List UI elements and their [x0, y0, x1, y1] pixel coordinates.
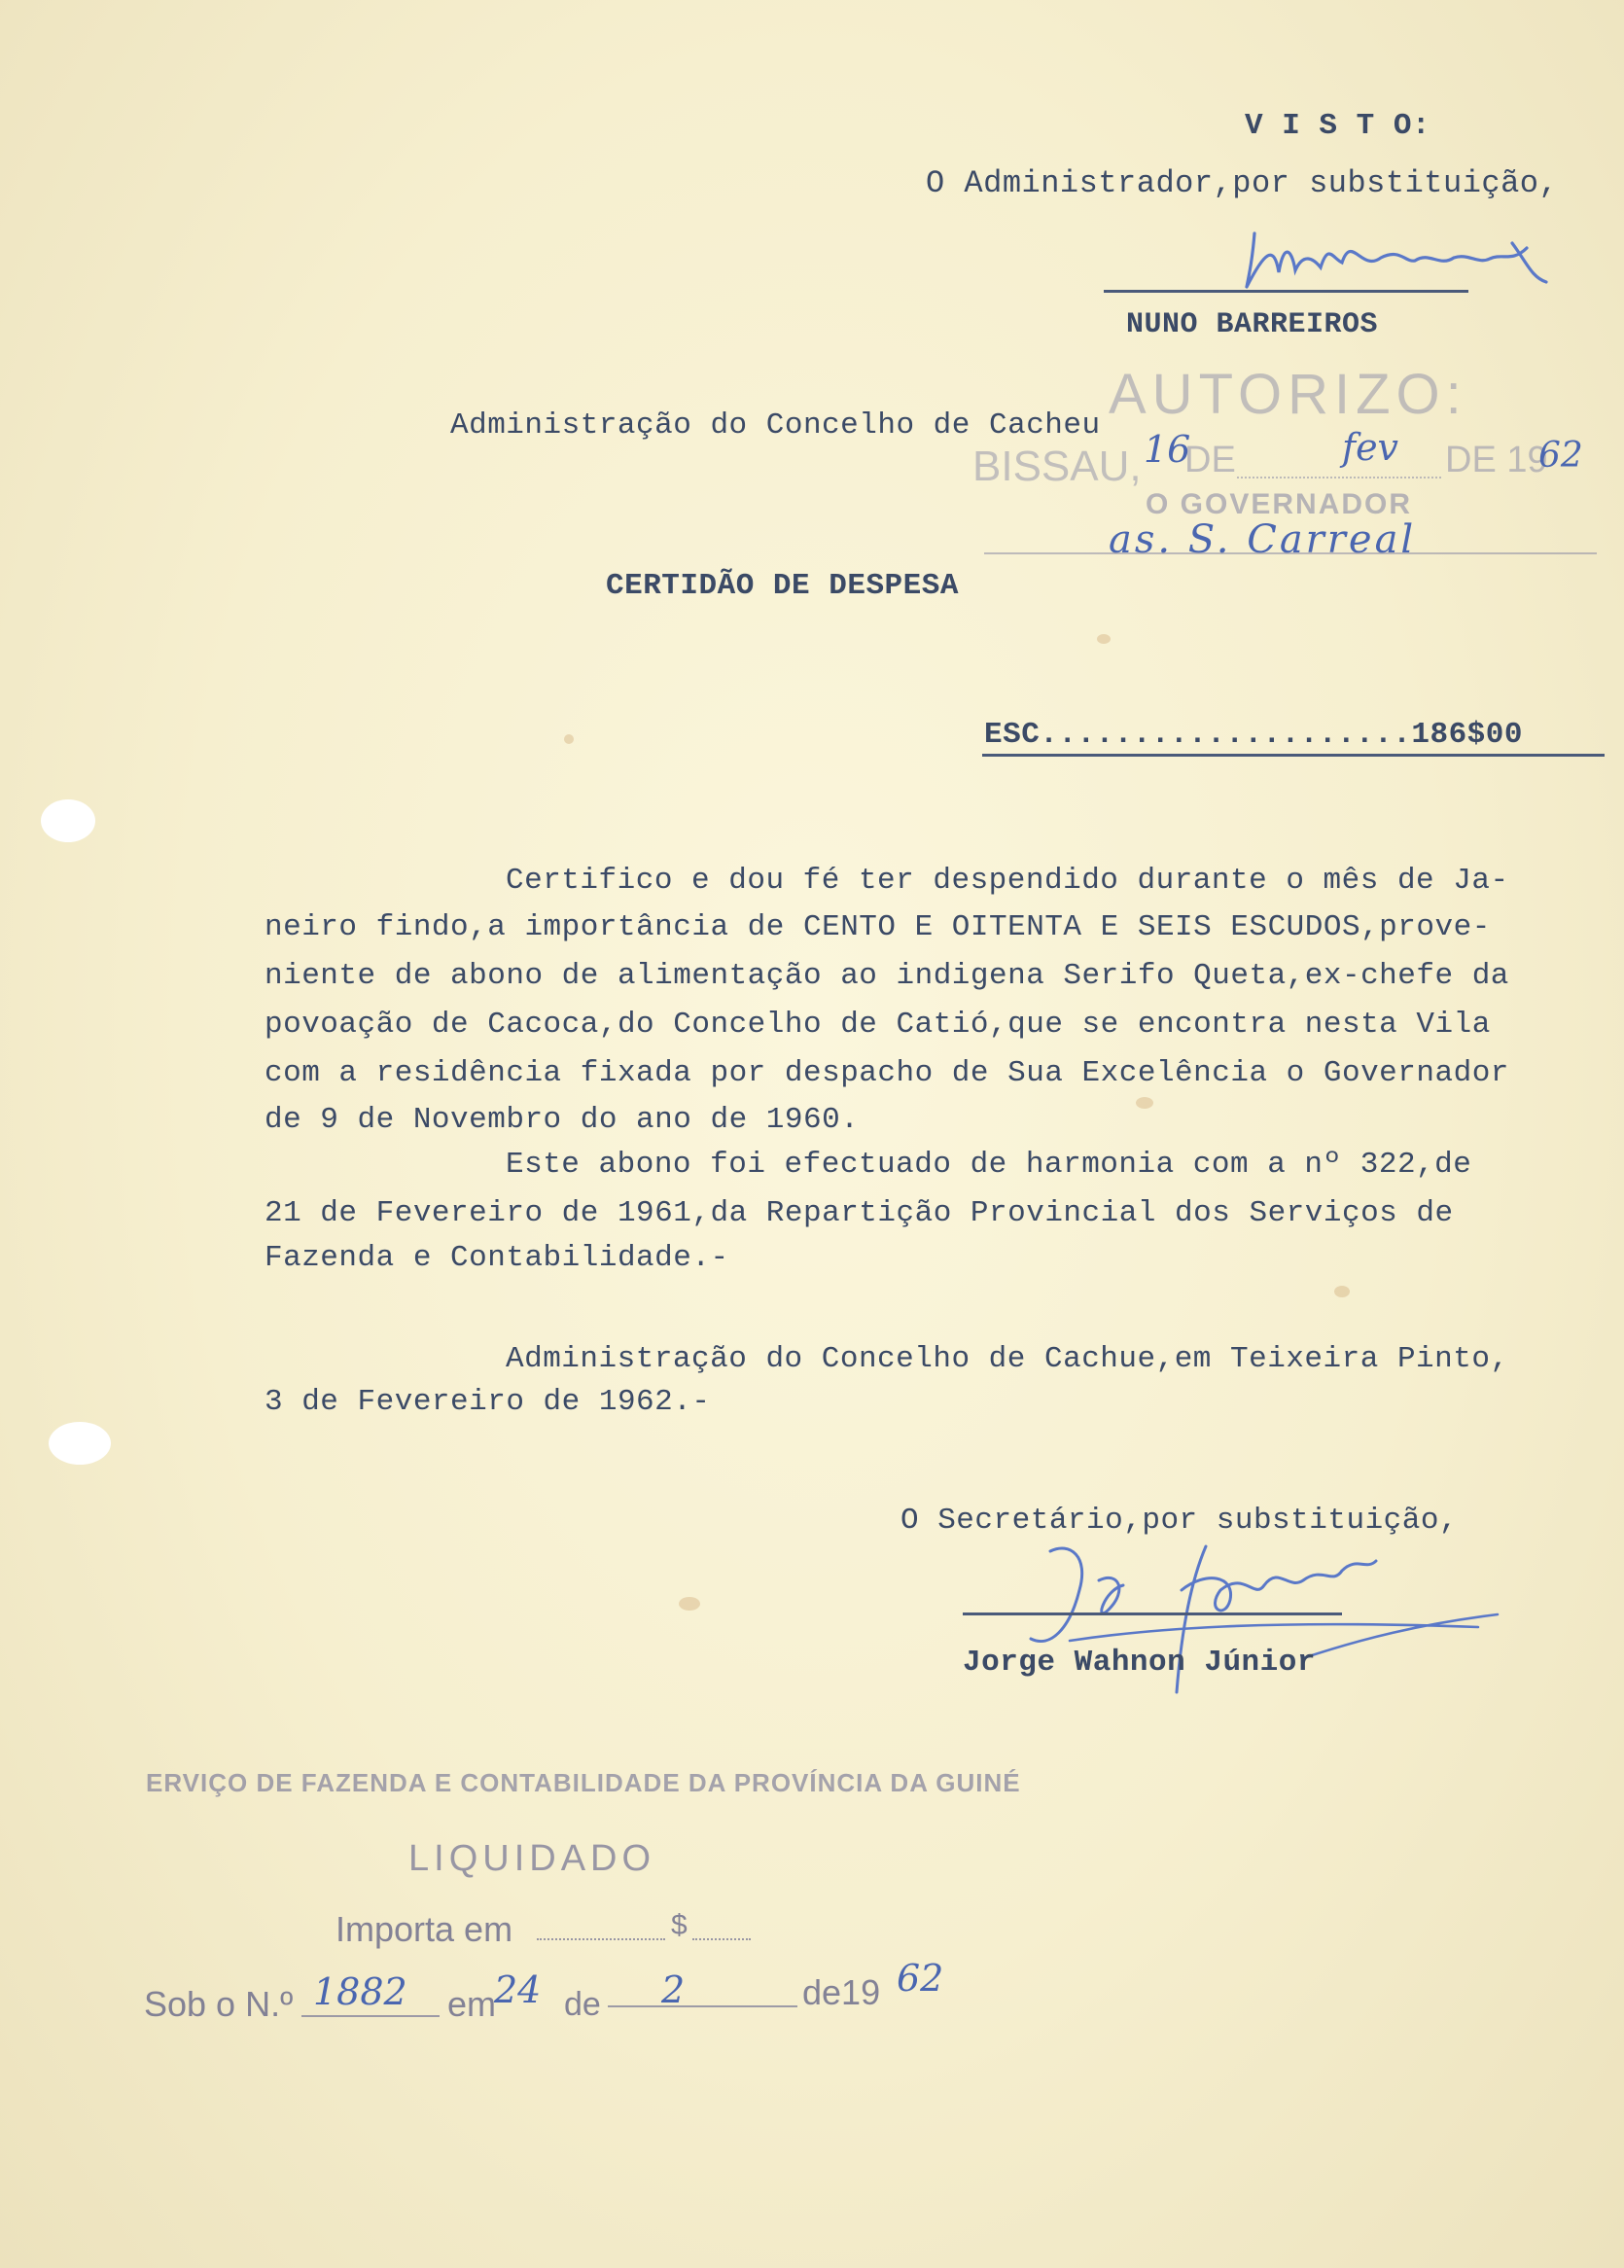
punch-hole-bottom [49, 1422, 111, 1465]
body-line-9: Fazenda e Contabilidade.- [265, 1241, 729, 1275]
body-line-3: niente de abono de alimentação ao indigena Serifo Queta,ex-chefe da [265, 959, 1509, 993]
autorizo-stamp-de1: DE [1184, 440, 1236, 480]
de-label: de [564, 1986, 601, 2023]
liquidado-stamp-title: LIQUIDADO [408, 1838, 656, 1879]
autorizo-handwritten-day: 16 [1144, 428, 1191, 471]
stain-spot [1097, 634, 1111, 644]
sob-number-line [301, 2015, 440, 2017]
autorizo-stamp-authority: O GOVERNADOR [1146, 488, 1413, 520]
liquidado-month: 2 [661, 1968, 686, 2011]
liquidado-number: 1882 [313, 1970, 407, 2013]
body-line-1: Certifico e dou fé ter despendido durante o mês de Ja- [506, 864, 1509, 898]
visto-heading: V I S T O: [1245, 109, 1431, 143]
amount-underline [982, 754, 1605, 757]
body-line-5: com a residência fixada por despacho de Sua Excelência o Governador [265, 1056, 1509, 1090]
body-line-4: povoação de Cacoca,do Concelho de Catió,que se encontra nesta Vila [265, 1008, 1491, 1042]
autorizo-handwritten-year: 62 [1538, 436, 1583, 476]
office-header: Administração do Concelho de Cacheu [450, 408, 1101, 443]
autorizo-date-dots [1237, 477, 1441, 478]
liquidado-day: 24 [494, 1968, 542, 2011]
importa-label: Importa em [335, 1909, 513, 1949]
liquidado-year: 62 [897, 1957, 944, 2000]
visto-signature-line [1104, 290, 1468, 293]
importa-currency-sign: $ [671, 1909, 688, 1941]
secretary-signature [1011, 1532, 1517, 1736]
autorizo-signature-line [984, 552, 1597, 554]
importa-dots-1 [537, 1938, 665, 1940]
body-line-10: Administração do Concelho de Cachue,em Teixeira Pinto, [506, 1342, 1509, 1376]
punch-hole-top [41, 799, 95, 842]
em-label: em [447, 1984, 497, 2024]
document-title: CERTIDÃO DE DESPESA [606, 569, 959, 603]
autorizo-handwritten-month: fev [1342, 426, 1399, 469]
month-line [608, 2005, 797, 2007]
autorizo-stamp-title: AUTORIZO: [1109, 363, 1467, 426]
autorizo-stamp-de2: DE 19 [1445, 440, 1548, 480]
body-line-8: 21 de Fevereiro de 1961,da Repartição Provincial dos Serviços de [265, 1196, 1454, 1230]
visto-role: O Administrador,por substituição, [926, 165, 1559, 201]
autorizo-handwritten-signature: as. S. Carreal [1109, 517, 1417, 562]
secretary-signature-line [963, 1612, 1342, 1615]
body-line-6: de 9 de Novembro do ano de 1960. [265, 1103, 860, 1137]
body-line-11: 3 de Fevereiro de 1962.- [265, 1385, 711, 1419]
importa-dots-2 [692, 1938, 751, 1940]
body-line-7: Este abono foi efectuado de harmonia com a nº 322,de [506, 1148, 1472, 1182]
liquidado-stamp-header: ERVIÇO DE FAZENDA E CONTABILIDADE DA PROVÍNCIA DA GUINÉ [146, 1768, 1021, 1797]
stain-spot [1136, 1097, 1153, 1109]
body-line-2: neiro findo,a importância de CENTO E OITENTA E SEIS ESCUDOS,prove- [265, 910, 1491, 944]
administrator-name: NUNO BARREIROS [1126, 308, 1379, 341]
secretary-name: Jorge Wahnon Júnior [963, 1646, 1316, 1680]
de19-label: de19 [802, 1972, 881, 2012]
secretary-role: O Secretário,por substituição, [900, 1504, 1459, 1538]
amount-line: ESC....................186$00 [984, 718, 1523, 752]
stain-spot [679, 1597, 700, 1611]
stain-spot [564, 734, 574, 744]
sob-label: Sob o N.º [144, 1984, 294, 2024]
stain-spot [1334, 1286, 1350, 1297]
administrator-signature [1235, 204, 1566, 301]
autorizo-stamp-place: BISSAU, [972, 443, 1142, 490]
